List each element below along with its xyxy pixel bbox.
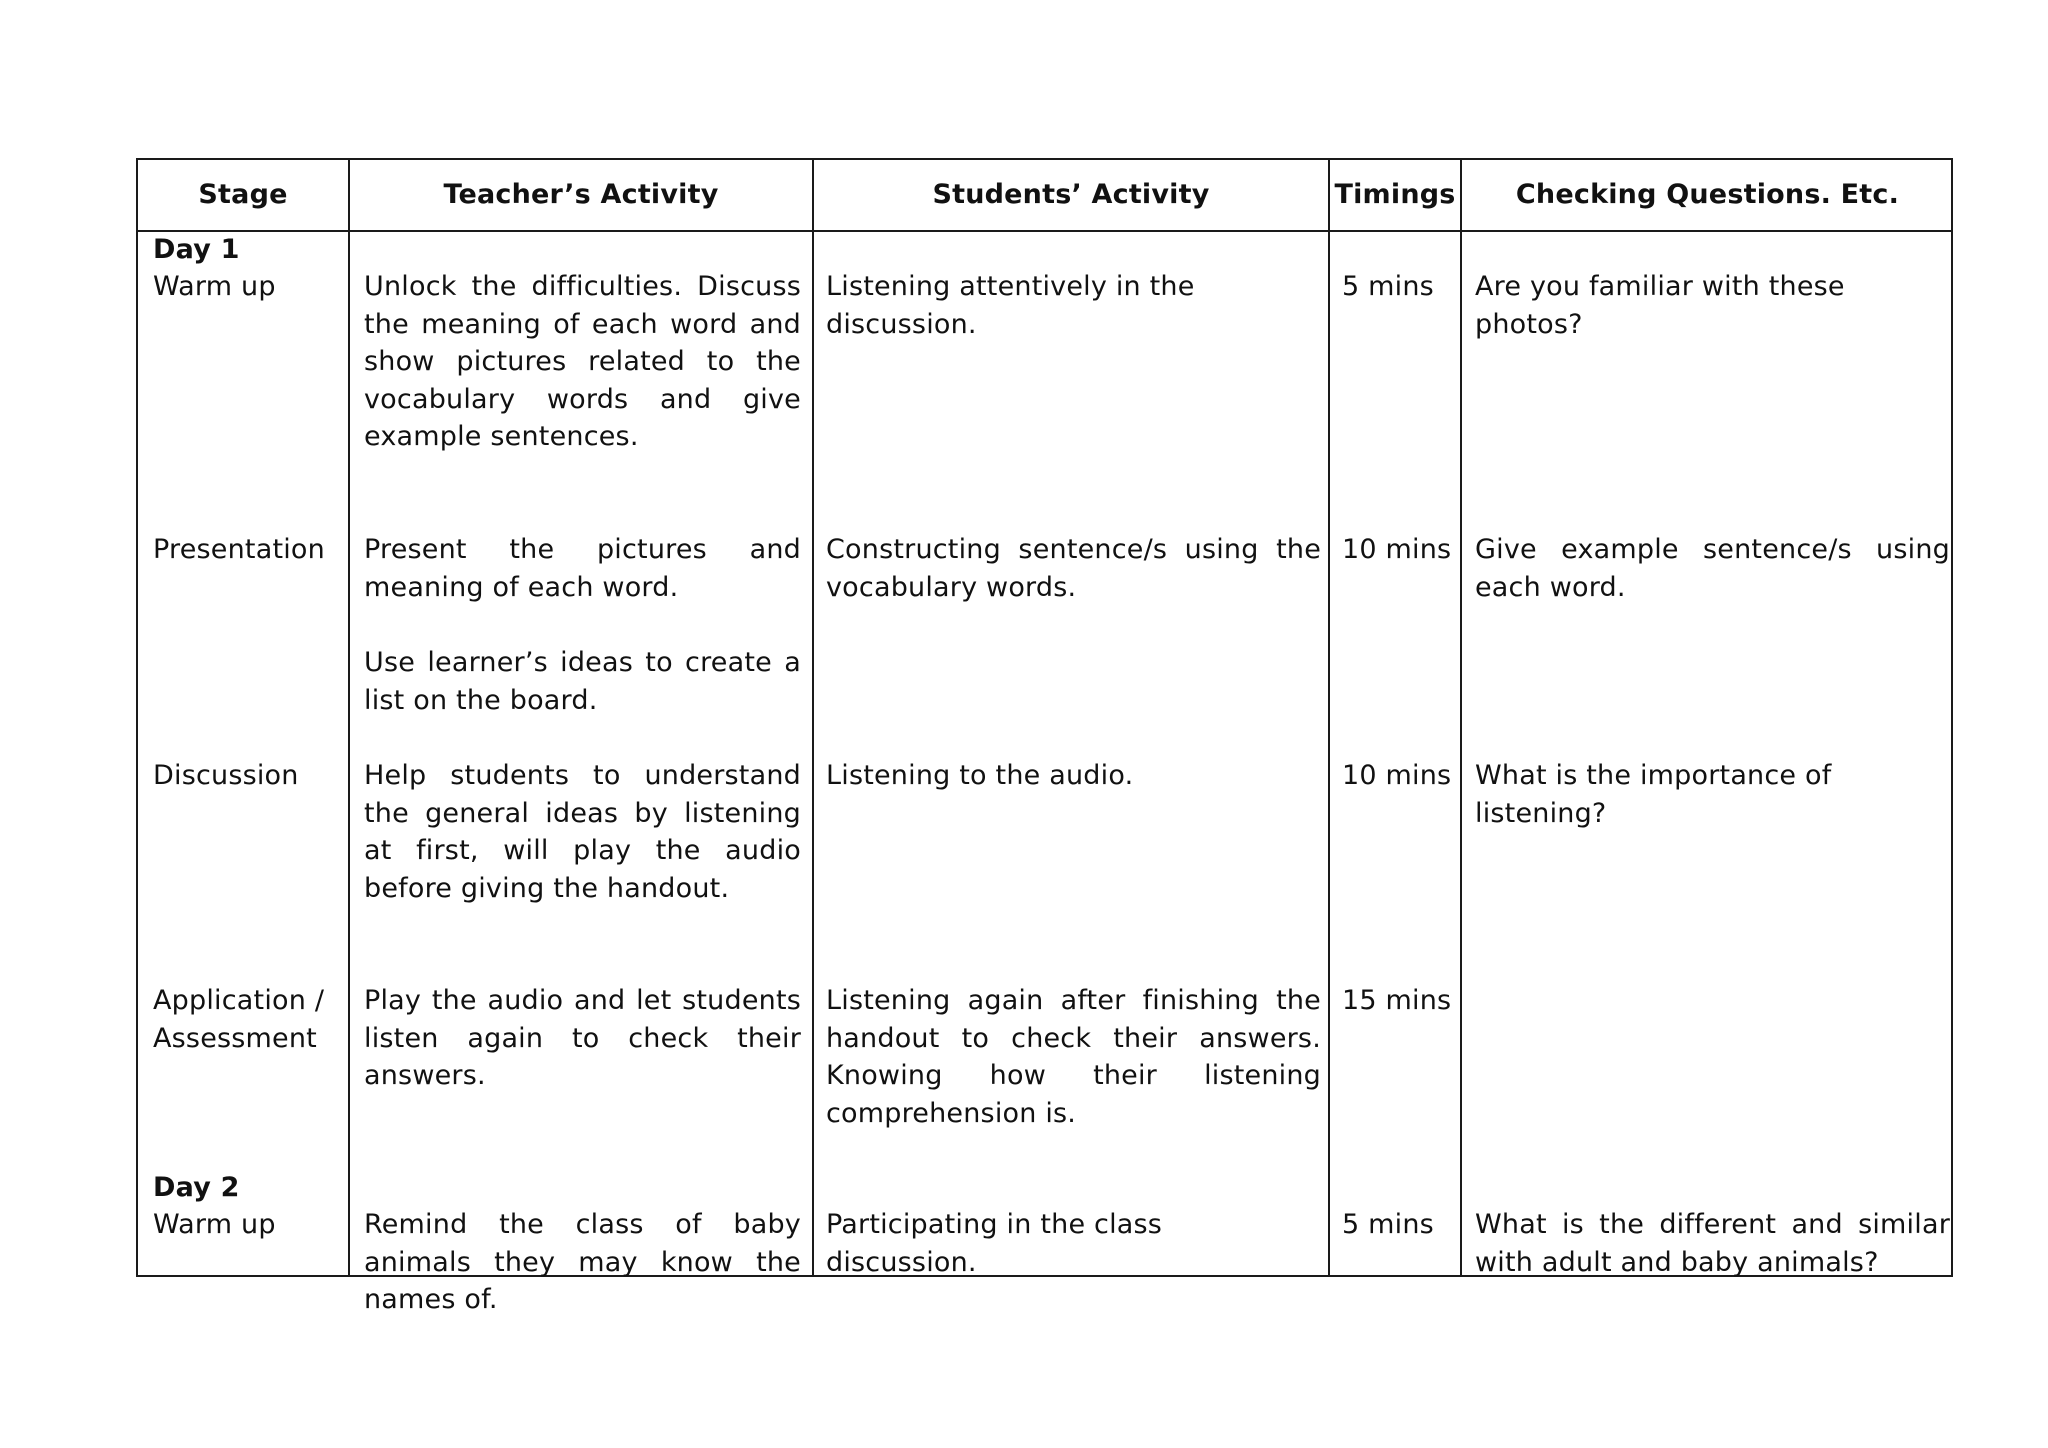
header-divider	[138, 230, 1951, 232]
stage-assessment-label: Assessment	[153, 1022, 317, 1054]
column-divider	[348, 160, 350, 1275]
column-divider	[1460, 160, 1462, 1275]
teacher-activity-warm-up: Unlock the difficulties. Discuss the meaning of each word and show pictures related to the vocabulary words and give example sentences.	[364, 271, 801, 452]
timing-discussion: 10 mins	[1342, 760, 1452, 791]
students-activity-day2-warm-up: Participating in the class discussion.	[826, 1209, 1163, 1278]
timing-warm-up: 5 mins	[1342, 271, 1434, 302]
header-stage: Stage	[198, 179, 288, 210]
stage-presentation: Presentation	[153, 534, 325, 565]
teacher-activity-presentation	[364, 531, 801, 719]
lesson-plan-table	[136, 158, 1953, 1315]
stage-day2-warm-up: Warm up	[153, 1209, 276, 1240]
column-divider	[1328, 160, 1330, 1275]
stage-warm-up: Warm up	[153, 271, 276, 302]
stage-application-assessment	[153, 982, 343, 1057]
timing-presentation: 10 mins	[1342, 534, 1452, 565]
checking-discussion: What is the importance of listening?	[1475, 760, 1832, 829]
day-1-label: Day 1	[153, 234, 240, 265]
header-students-activity: Students’ Activity	[932, 179, 1210, 210]
checking-day2-warm-up: What is the different and similar with adult and baby animals?	[1475, 1209, 1950, 1278]
header-teacher-activity: Teacher’s Activity	[443, 179, 719, 210]
teacher-activity-day2-warm-up: Remind the class of baby animals they may know the names of.	[364, 1209, 801, 1315]
stage-application-label: Application /	[153, 985, 325, 1016]
students-activity-presentation: Constructing sentence/s using the vocabulary words.	[826, 534, 1321, 603]
students-activity-application: Listening again after finishing the handout to check their answers. Knowing how their listening comprehension is.	[826, 985, 1321, 1129]
timing-day2-warm-up: 5 mins	[1342, 1209, 1434, 1240]
column-divider	[812, 160, 814, 1275]
teacher-activity-application: Play the audio and let students listen again to check their answers.	[364, 985, 801, 1091]
header-checking-questions: Checking Questions. Etc.	[1515, 179, 1900, 210]
teacher-activity-presentation-2: Use learner’s ideas to create a list on the board.	[364, 647, 801, 716]
header-timings: Timings	[1334, 179, 1456, 210]
students-activity-discussion: Listening to the audio.	[826, 760, 1134, 791]
checking-presentation: Give example sentence/s using each word.	[1475, 534, 1950, 603]
stage-discussion: Discussion	[153, 760, 299, 791]
teacher-activity-presentation-1: Present the pictures and meaning of each word.	[364, 534, 801, 603]
day-2-label: Day 2	[153, 1172, 240, 1203]
timing-application: 15 mins	[1342, 985, 1452, 1016]
students-activity-warm-up: Listening attentively in the discussion.	[826, 271, 1195, 340]
teacher-activity-discussion: Help students to understand the general ideas by listening at first, will play the audio before giving the handout.	[364, 760, 801, 904]
checking-warm-up: Are you familiar with these photos?	[1475, 271, 1845, 340]
